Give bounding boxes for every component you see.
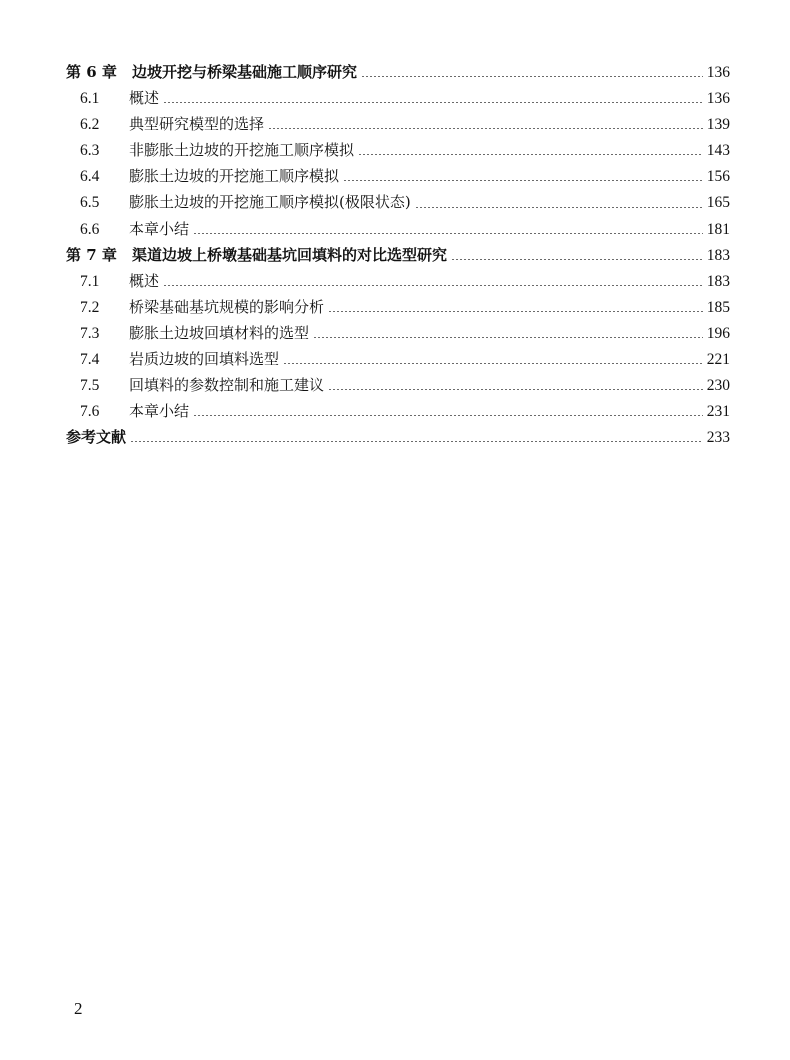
chapter-title: 边坡开挖与桥梁基础施工顺序研究 xyxy=(132,63,358,81)
dot-leader xyxy=(328,389,703,390)
chapter-title: 渠道边坡上桥墩基础基坑回填料的对比选型研究 xyxy=(132,245,448,264)
toc-chapter-7[interactable] xyxy=(66,242,730,268)
toc-section-7-1[interactable] xyxy=(66,268,730,294)
folio-page-number: 2 xyxy=(74,999,83,1018)
toc-section-6-2[interactable] xyxy=(66,111,730,137)
page-number: 231 xyxy=(706,403,730,421)
toc-section-7-3[interactable] xyxy=(66,320,730,346)
dot-leader xyxy=(358,154,703,155)
section-title: 概述 xyxy=(129,89,160,108)
dot-leader xyxy=(268,128,703,129)
page-number: 165 xyxy=(706,194,730,212)
section-number: 6.5 xyxy=(80,194,100,212)
page-number: 139 xyxy=(706,116,730,134)
toc-section-6-3[interactable] xyxy=(66,137,730,163)
toc-section-7-6[interactable] xyxy=(66,398,730,424)
toc-section-7-2[interactable] xyxy=(66,294,730,320)
section-title: 概述 xyxy=(129,271,160,290)
section-title: 非膨胀土边坡的开挖施工顺序模拟 xyxy=(129,141,355,160)
page-number: 143 xyxy=(706,142,730,160)
section-title: 回填料的参数控制和施工建议 xyxy=(129,376,325,395)
section-number: 7.4 xyxy=(80,351,100,369)
section-number: 6.6 xyxy=(80,220,100,238)
page-number: 196 xyxy=(706,324,730,342)
dot-leader xyxy=(313,337,703,338)
dot-leader xyxy=(283,363,703,364)
section-number: 7.1 xyxy=(80,272,100,290)
toc-section-6-5[interactable] xyxy=(66,189,730,215)
chapter-number: 第 6 章 xyxy=(66,63,117,81)
section-title: 膨胀土边坡的开挖施工顺序模拟(极限状态) xyxy=(129,193,411,212)
section-title: 桥梁基础基坑规模的影响分析 xyxy=(129,297,325,316)
page-number: 183 xyxy=(706,246,730,264)
section-number: 6.4 xyxy=(80,168,100,186)
section-number: 7.3 xyxy=(80,324,100,342)
dot-leader xyxy=(361,76,703,77)
chapter-number: 第 7 章 xyxy=(66,245,117,264)
toc-chapter-6[interactable] xyxy=(66,59,730,85)
page-number: 156 xyxy=(706,168,730,186)
table-of-contents xyxy=(66,59,730,450)
section-title: 膨胀土边坡的开挖施工顺序模拟 xyxy=(129,167,340,186)
section-title: 本章小结 xyxy=(129,219,190,238)
section-title: 典型研究模型的选择 xyxy=(129,115,265,134)
page-number: 230 xyxy=(706,377,730,395)
section-number: 7.5 xyxy=(80,377,100,395)
section-number: 7.6 xyxy=(80,403,100,421)
section-number: 6.2 xyxy=(80,116,100,134)
section-title: 膨胀土边坡回填材料的选型 xyxy=(129,323,310,342)
dot-leader xyxy=(163,285,703,286)
toc-section-7-4[interactable] xyxy=(66,346,730,372)
toc-references[interactable] xyxy=(66,424,730,450)
chapter-title: 参考文献 xyxy=(66,428,127,447)
dot-leader xyxy=(328,311,703,312)
dot-leader xyxy=(130,441,703,442)
toc-section-6-1[interactable] xyxy=(66,85,730,111)
dot-leader xyxy=(193,415,703,416)
page-number: 181 xyxy=(706,220,730,238)
page-number: 233 xyxy=(706,429,730,447)
section-number: 6.1 xyxy=(80,90,100,108)
page-number: 185 xyxy=(706,298,730,316)
page-number: 221 xyxy=(706,351,730,369)
toc-section-7-5[interactable] xyxy=(66,372,730,398)
section-number: 7.2 xyxy=(80,298,100,316)
page-number: 136 xyxy=(706,64,730,81)
toc-section-6-4[interactable] xyxy=(66,163,730,189)
section-title: 本章小结 xyxy=(129,402,190,421)
toc-section-6-6[interactable] xyxy=(66,216,730,242)
dot-leader xyxy=(451,259,703,260)
page-number: 183 xyxy=(706,272,730,290)
dot-leader xyxy=(415,207,703,208)
section-title: 岩质边坡的回填料选型 xyxy=(129,350,280,369)
section-number: 6.3 xyxy=(80,142,100,160)
dot-leader xyxy=(343,180,703,181)
dot-leader xyxy=(193,233,703,234)
page-number: 136 xyxy=(706,90,730,108)
dot-leader xyxy=(163,102,703,103)
